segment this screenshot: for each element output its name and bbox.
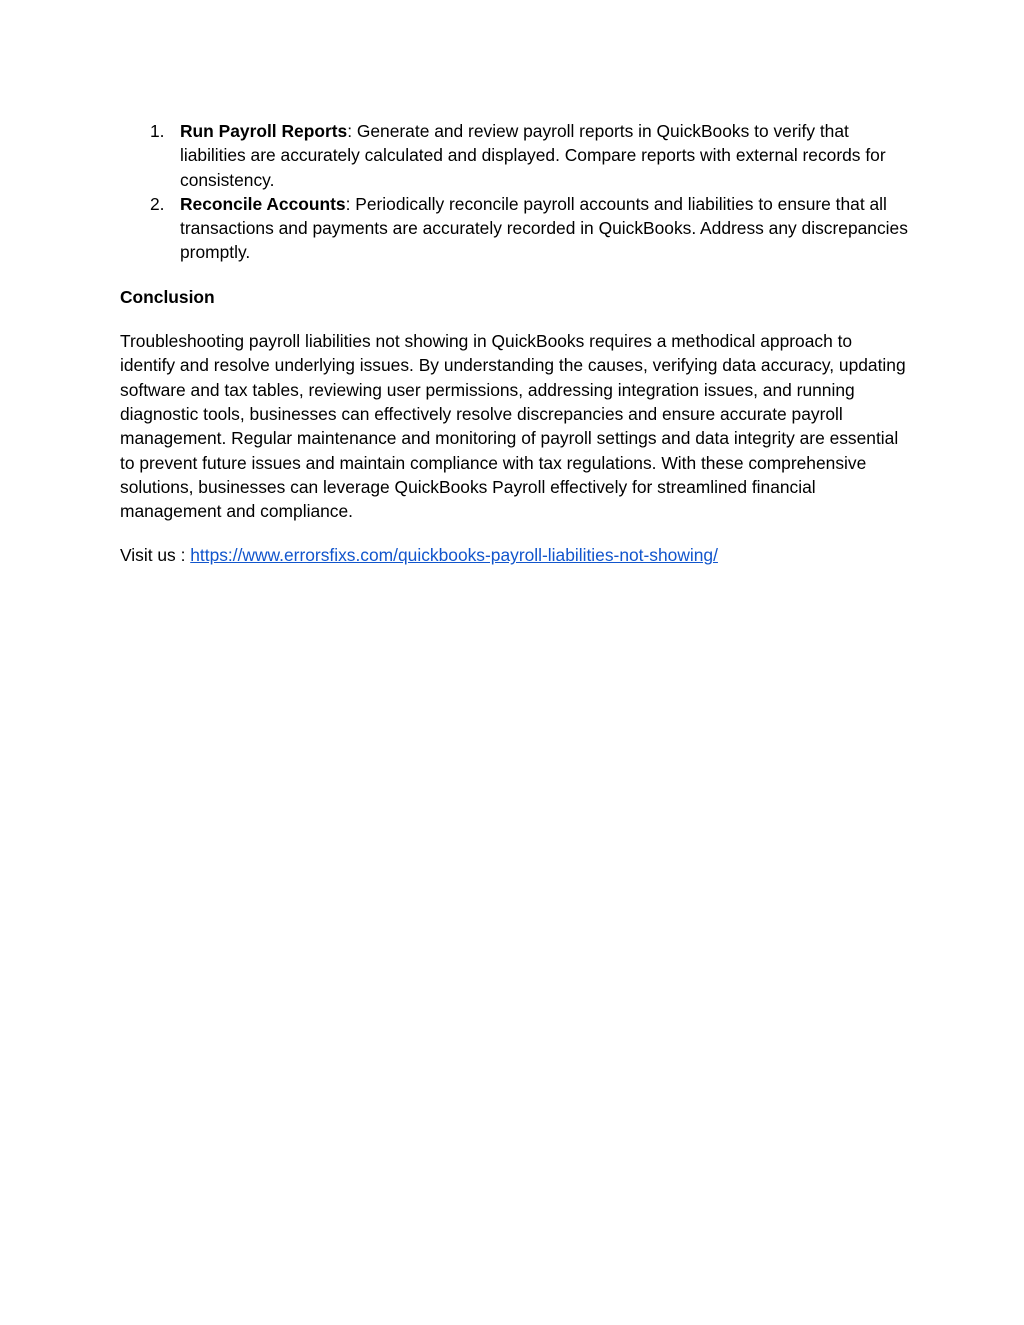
- list-item-title: Run Payroll Reports: [180, 121, 348, 141]
- list-item-number: 1.: [150, 121, 165, 141]
- visit-link[interactable]: https://www.errorsfixs.com/quickbooks-payroll-liabilities-not-showing/: [190, 545, 718, 566]
- list-item: [120, 192, 910, 265]
- visit-line: [120, 543, 910, 567]
- conclusion-heading: Conclusion: [120, 286, 215, 307]
- visit-label: Visit us :: [120, 545, 191, 566]
- document-page: [120, 119, 910, 568]
- list-item-text: : Generate and review payroll reports in QuickBooks to verify that liabilities are accurately calculated and displayed. Compare reports with external records for consistency.: [180, 121, 886, 190]
- list-item: [120, 119, 910, 192]
- list-item-title: Reconcile Accounts: [180, 193, 346, 214]
- list-item-number: 2.: [150, 193, 165, 214]
- conclusion-paragraph: Troubleshooting payroll liabilities not showing in QuickBooks requires a methodical approach to identify and resolve underlying issues. By understanding the causes, verifying data accuracy, updating software and tax tables, reviewing user permissions, addressing integration issues, and running diagnostic tools, businesses can effectively resolve discrepancies and ensure accurate payroll management. Regular maintenance and monitoring of payroll settings and data integrity are essential to prevent future issues and maintain compliance with tax regulations. With these comprehensive solutions, businesses can leverage QuickBooks Payroll effectively for streamlined financial management and compliance.: [120, 331, 906, 522]
- steps-list: [120, 119, 910, 265]
- list-item-text: : Periodically reconcile payroll accounts and liabilities to ensure that all transactions and payments are accurately recorded in QuickBooks. Address any discrepancies promptly.: [180, 193, 908, 263]
